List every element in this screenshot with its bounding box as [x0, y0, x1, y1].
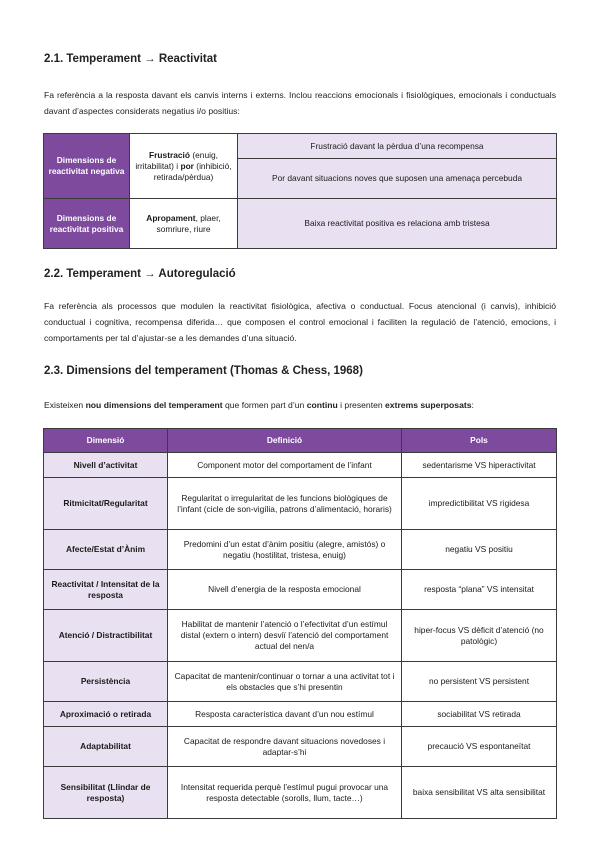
table-row	[44, 478, 557, 530]
poles-cell: sedentarisme VS hiperactivitat	[402, 453, 557, 478]
definition-cell: Component motor del comportament de l’infant	[168, 453, 402, 478]
header-dimensio: Dimensió	[44, 429, 168, 453]
table-row	[44, 570, 557, 610]
dimension-cell: Nivell d’activitat	[44, 453, 168, 478]
poles-cell: no persistent VS persistent	[402, 662, 557, 702]
table-row	[44, 453, 557, 478]
dimensions-table	[43, 428, 557, 819]
heading-dimensions: 2.3. Dimensions del temperament (Thomas & Chess, 1968)	[44, 365, 363, 377]
dimension-cell: Sensibilitat (Llindar de resposta)	[44, 767, 168, 819]
poles-cell: impredictibilitat VS rigidesa	[402, 478, 557, 530]
dimension-cell: Reactivitat / Intensitat de la resposta	[44, 570, 168, 610]
table-row	[44, 662, 557, 702]
dimension-cell: Adaptabilitat	[44, 727, 168, 767]
poles-cell: hiper-focus VS dèficit d’atenció (no patològic)	[402, 610, 557, 662]
dimension-cell: Atenció / Distractibilitat	[44, 610, 168, 662]
definition-cell: Predomini d’un estat d’ànim positiu (alegre, amistós) o negatiu (hostilitat, tristesa, enuig)	[168, 530, 402, 570]
positive-reactivity-label: Dimensions de reactivitat positiva	[44, 199, 130, 249]
header-definicio: Definició	[168, 429, 402, 453]
poles-cell: resposta “plana” VS intensitat	[402, 570, 557, 610]
definition-cell: Intensitat requerida perquè l’estímul pugui provocar una resposta detectable (sorolls, llum, tacte…)	[168, 767, 402, 819]
dimension-cell: Aproximació o retirada	[44, 702, 168, 727]
definition-cell: Regularitat o irregularitat de les funcions biològiques de l’infant (cicle de son-vigília, patrons d’alimentació, horaris)	[168, 478, 402, 530]
reactivitat-table	[43, 133, 557, 249]
negative-row-1: Frustració davant la pèrdua d’una recompensa	[238, 134, 557, 159]
positive-row: Baixa reactivitat positiva es relaciona amb tristesa	[238, 199, 557, 249]
table-row	[44, 727, 557, 767]
poles-cell: precaució VS espontaneïtat	[402, 727, 557, 767]
poles-cell: baixa sensibilitat VS alta sensibilitat	[402, 767, 557, 819]
dimension-cell: Ritmicitat/Regularitat	[44, 478, 168, 530]
paragraph-reactivitat: Fa referència a la resposta davant els canvis interns i externs. Inclou reaccions emocionals i fisiològiques, emocionals i conductuals davant d’aspectes considerats negatius i/o positius:	[44, 90, 556, 116]
apropament-cell: Apropament, plaer, somriure, riure	[130, 199, 238, 249]
paragraph-dimensions-intro: Existeixen nou dimensions del temperament que formen part d’un continu i presenten extrems superposats:	[44, 400, 474, 410]
table-row	[44, 702, 557, 727]
frustration-cell: Frustració (enuig, irritabilitat) i por (inhibició, retirada/pèrdua)	[130, 134, 238, 199]
dimension-cell: Afecte/Estat d’Ànim	[44, 530, 168, 570]
definition-cell: Capacitat de respondre davant situacions novedoses i adaptar-s’hi	[168, 727, 402, 767]
heading-reactivitat: 2.1. Temperament → Reactivitat	[44, 53, 217, 65]
table-row	[44, 530, 557, 570]
definition-cell: Nivell d’energia de la resposta emocional	[168, 570, 402, 610]
negative-row-2: Por davant situacions noves que suposen una amenaça percebuda	[238, 159, 557, 199]
definition-cell: Resposta característica davant d’un nou estímul	[168, 702, 402, 727]
dimension-cell: Persistència	[44, 662, 168, 702]
header-pols: Pols	[402, 429, 557, 453]
negative-reactivity-label: Dimensions de reactivitat negativa	[44, 134, 130, 199]
definition-cell: Capacitat de mantenir/continuar o tornar a una activitat tot i els obstacles que s’hi presentin	[168, 662, 402, 702]
definition-cell: Habilitat de mantenir l’atenció o l’efectivitat d’un estímul distal (extern o intern) desviï l’atenció del comportament actual del nen/a	[168, 610, 402, 662]
poles-cell: negatiu VS positiu	[402, 530, 557, 570]
poles-cell: sociabilitat VS retirada	[402, 702, 557, 727]
table-row	[44, 767, 557, 819]
table-row	[44, 610, 557, 662]
paragraph-autoregulacio: Fa referència als processos que modulen la reactivitat fisiològica, afectiva o conductual. Focus atencional (i canvis), inhibició conductual i cognitiva, recompensa diferida… que composen el control emocional i faciliten la regulació de l’atenció, emocions, i comportaments per tal d’ajustar-se a les demandes d’una situació.	[44, 301, 556, 343]
heading-autoregulacio: 2.2. Temperament → Autoregulació	[44, 268, 236, 280]
